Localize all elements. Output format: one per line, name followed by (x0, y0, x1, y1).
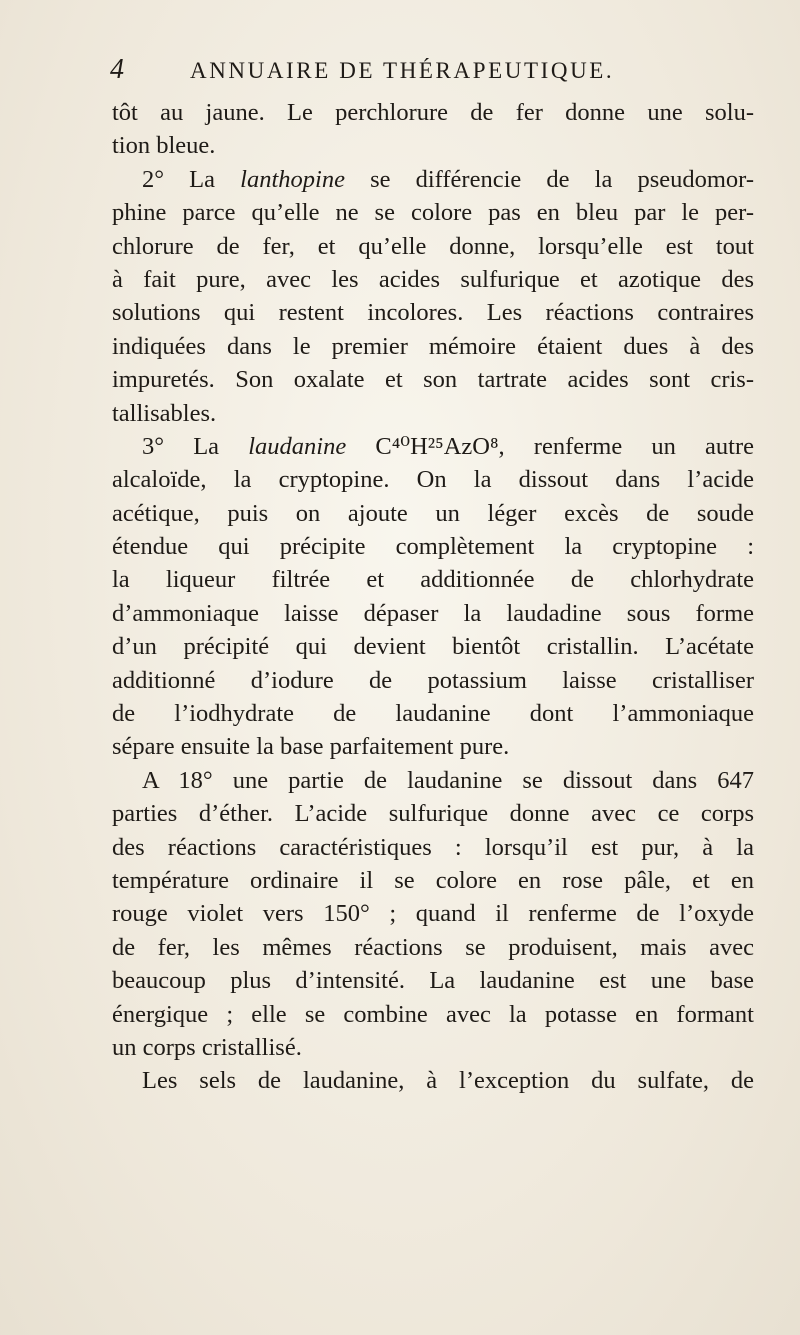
text-line: tallisables. (112, 399, 217, 427)
text-line: d’un précipité qui devient bientôt cristallin. L’acétate (112, 633, 754, 661)
page-header (0, 54, 800, 90)
text-line: phine parce qu’elle ne se colore pas en bleu par le per- (112, 199, 754, 227)
text-line: parties d’éther. L’acide sulfurique donne avec ce corps (112, 800, 754, 828)
text-line: tion bleue. (112, 132, 216, 160)
text-line: A 18° une partie de laudanine se dissout dans 647 (142, 766, 754, 794)
text-line: solutions qui restent incolores. Les réactions contraires (112, 299, 754, 327)
body-text (112, 96, 754, 1098)
text-line: étendue qui précipite complètement la cryptopine : (112, 533, 754, 561)
text-line: indiquées dans le premier mémoire étaient dues à des (112, 332, 754, 360)
text-line (112, 430, 754, 463)
line-segment: C⁴⁰H²⁵AzO⁸, renferme un autre (346, 432, 754, 460)
text-line: impuretés. Son oxalate et son tartrate acides sont cris- (112, 366, 754, 394)
italic-term: laudanine (248, 432, 347, 460)
text-line: beaucoup plus d’intensité. La laudanine est une base (112, 967, 754, 995)
text-line: de fer, les mêmes réactions se produisent, mais avec (112, 933, 754, 961)
text-line: température ordinaire il se colore en rose pâle, et en (112, 866, 754, 894)
text-line (112, 163, 754, 196)
text-line: d’ammoniaque laisse dépaser la laudadine sous forme (112, 599, 754, 627)
line-segment: 2° La (142, 165, 241, 193)
text-line: la liqueur filtrée et additionnée de chlorhydrate (112, 566, 754, 594)
text-line: tôt au jaune. Le perchlorure de fer donne une solu- (112, 99, 754, 126)
text-line: des réactions caractéristiques : lorsqu’il est pur, à la (112, 833, 754, 861)
text-line: additionné d’iodure de potassium laisse cristalliser (112, 666, 754, 694)
text-line: énergique ; elle se combine avec la potasse en formant (112, 1000, 754, 1028)
text-line: de l’iodhydrate de laudanine dont l’ammoniaque (112, 700, 754, 728)
text-line: Les sels de laudanine, à l’exception du sulfate, de (142, 1067, 754, 1095)
text-line: alcaloïde, la cryptopine. On la dissout dans l’acide (112, 466, 754, 494)
text-line: rouge violet vers 150° ; quand il renferme de l’oxyde (112, 900, 754, 928)
text-line: à fait pure, avec les acides sulfurique et azotique des (112, 265, 754, 293)
page-number: 4 (110, 54, 124, 85)
line-segment: 3° La (142, 432, 249, 460)
line-segment: se différencie de la pseudomor- (344, 165, 755, 193)
text-line: un corps cristallisé. (112, 1033, 302, 1061)
running-head: ANNUAIRE DE THÉRAPEUTIQUE. (190, 58, 615, 83)
text-line: acétique, puis on ajoute un léger excès de soude (112, 499, 754, 527)
text-line: sépare ensuite la base parfaitement pure. (112, 733, 510, 761)
text-line: chlorure de fer, et qu’elle donne, lorsqu’elle est tout (112, 232, 754, 260)
italic-term: lanthopine (240, 165, 345, 193)
